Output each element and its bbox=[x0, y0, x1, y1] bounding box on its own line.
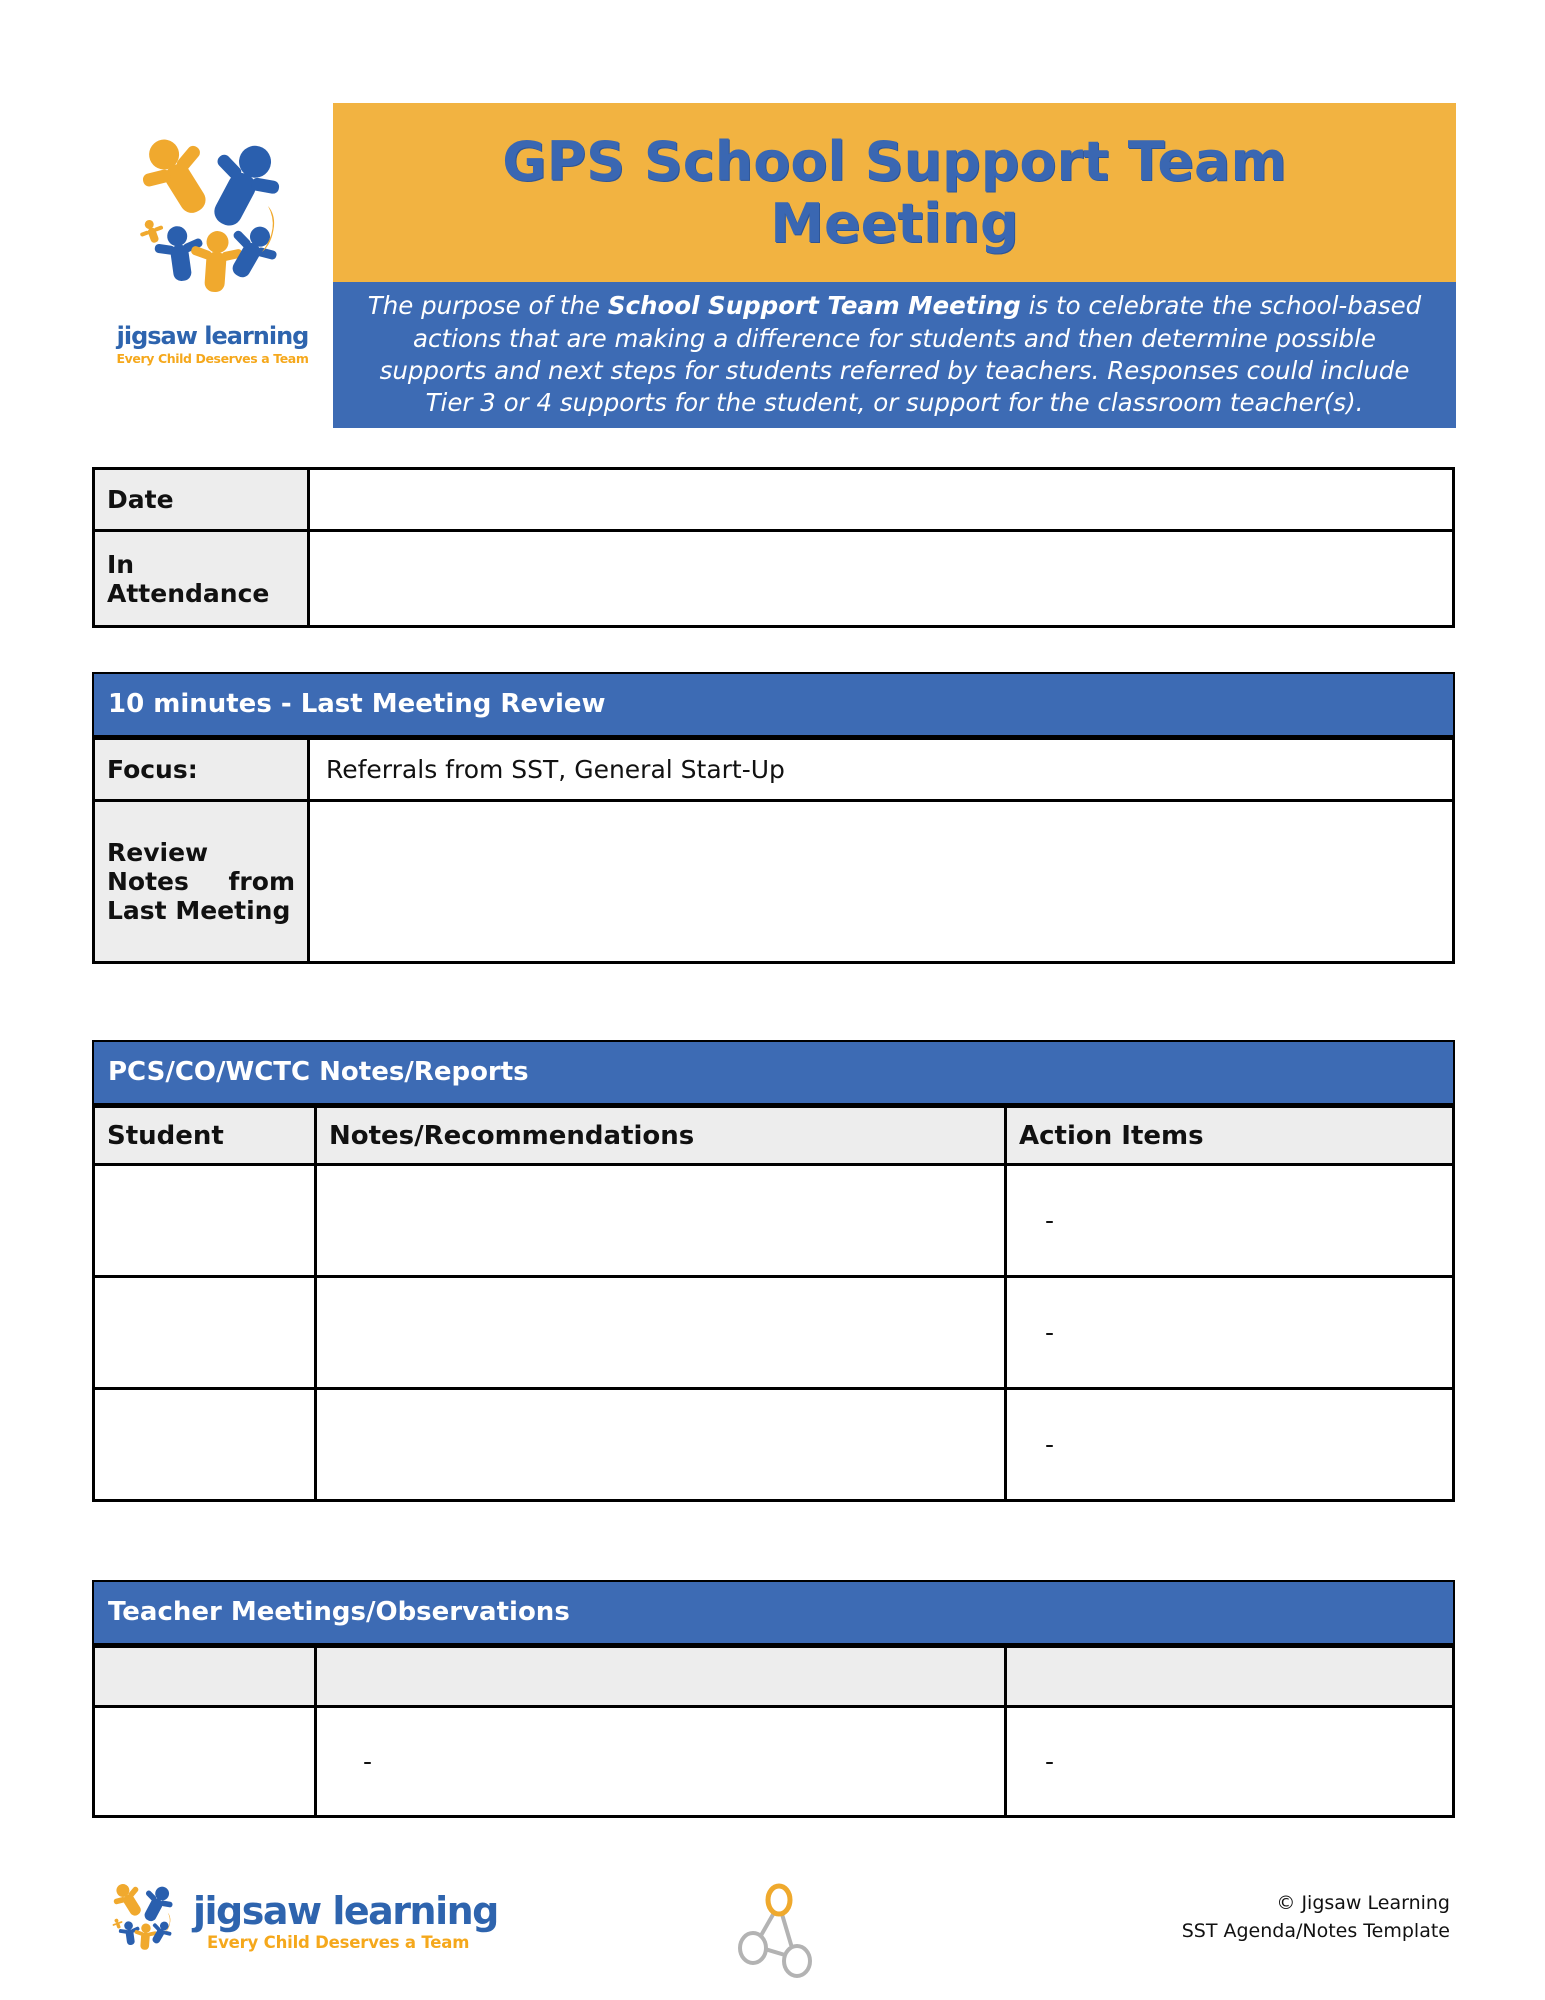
pcs-notes-section bbox=[92, 1040, 1455, 1502]
student-field[interactable] bbox=[94, 1165, 316, 1277]
footer-logo-tagline: Every Child Deserves a Team bbox=[207, 1933, 470, 1952]
date-field[interactable] bbox=[309, 469, 1454, 531]
teacher-header-cell bbox=[316, 1647, 1006, 1707]
template-name-text: SST Agenda/Notes Template bbox=[1181, 1919, 1450, 1942]
person-shapes bbox=[127, 128, 294, 294]
notes-column-header: Notes/Recommendations bbox=[316, 1107, 1006, 1165]
logo-wordmark: jigsaw learning bbox=[116, 322, 309, 350]
student-field[interactable] bbox=[94, 1389, 316, 1501]
notes-field[interactable] bbox=[316, 1165, 1006, 1277]
purpose-panel bbox=[333, 282, 1456, 428]
teacher-meetings-section bbox=[92, 1580, 1455, 1818]
header-banner bbox=[333, 103, 1456, 428]
teacher-action-field[interactable]: - bbox=[1006, 1707, 1454, 1817]
copyright-text: © Jigsaw Learning bbox=[1276, 1892, 1450, 1914]
page-title: GPS School Support Team Meeting bbox=[502, 129, 1287, 255]
teacher-meetings-table bbox=[92, 1645, 1455, 1818]
jigsaw-people-circle-icon bbox=[118, 303, 308, 322]
table-header-row bbox=[94, 1107, 1454, 1165]
meeting-info-table bbox=[92, 467, 1455, 628]
table-row bbox=[94, 1707, 1454, 1817]
review-notes-field[interactable] bbox=[309, 801, 1454, 963]
purpose-text: The purpose of the School Support Team Meeting is to celebrate the school-based actions that are making a difference for students and then determine possible supports and next steps for students referred by teachers. Responses could include Tier 3 or 4 supports for the student, or support for the classroom teacher(s). bbox=[367, 291, 1422, 418]
logo-tagline: Every Child Deserves a Team bbox=[116, 351, 309, 367]
table-header-row bbox=[94, 1647, 1454, 1707]
table-row bbox=[94, 1389, 1454, 1501]
table-row bbox=[94, 1165, 1454, 1277]
focus-value[interactable]: Referrals from SST, General Start-Up bbox=[309, 739, 1454, 801]
last-meeting-review-table bbox=[92, 737, 1455, 964]
teacher-field[interactable] bbox=[94, 1707, 316, 1817]
action-items-column-header: Action Items bbox=[1006, 1107, 1454, 1165]
table-row bbox=[94, 739, 1454, 801]
action-items-field[interactable]: - bbox=[1006, 1165, 1454, 1277]
teacher-header-cell bbox=[94, 1647, 316, 1707]
last-meeting-review-header: 10 minutes - Last Meeting Review bbox=[92, 672, 1455, 737]
teacher-header-cell bbox=[1006, 1647, 1454, 1707]
in-attendance-label: In Attendance bbox=[94, 531, 309, 627]
footer-copyright-block bbox=[1182, 1890, 1450, 1945]
action-items-field[interactable]: - bbox=[1006, 1389, 1454, 1501]
purpose-bold-phrase: School Support Team Meeting bbox=[607, 291, 1021, 321]
title-banner bbox=[333, 103, 1456, 282]
student-field[interactable] bbox=[94, 1277, 316, 1389]
table-row bbox=[94, 1277, 1454, 1389]
network-nodes-icon bbox=[735, 1876, 825, 1985]
table-row bbox=[94, 469, 1454, 531]
pcs-notes-table bbox=[92, 1105, 1455, 1502]
pcs-notes-header: PCS/CO/WCTC Notes/Reports bbox=[92, 1040, 1455, 1105]
teacher-notes-field[interactable]: - bbox=[316, 1707, 1006, 1817]
table-row bbox=[94, 801, 1454, 963]
teacher-meetings-header: Teacher Meetings/Observations bbox=[92, 1580, 1455, 1645]
jigsaw-people-circle-icon bbox=[103, 1874, 185, 1970]
in-attendance-field[interactable] bbox=[309, 531, 1454, 627]
date-label: Date bbox=[94, 469, 309, 531]
footer-jigsaw-logo bbox=[103, 1874, 498, 1970]
page-footer bbox=[0, 1868, 1545, 2000]
footer-logo-wordmark: jigsaw learning bbox=[193, 1889, 498, 1933]
table-row bbox=[94, 531, 1454, 627]
focus-label: Focus: bbox=[94, 739, 309, 801]
review-notes-label: Review Notes from Last Meeting bbox=[94, 801, 309, 963]
notes-field[interactable] bbox=[316, 1389, 1006, 1501]
jigsaw-learning-logo bbox=[100, 128, 325, 366]
last-meeting-review-section bbox=[92, 672, 1455, 964]
notes-field[interactable] bbox=[316, 1277, 1006, 1389]
student-column-header: Student bbox=[94, 1107, 316, 1165]
action-items-field[interactable]: - bbox=[1006, 1277, 1454, 1389]
